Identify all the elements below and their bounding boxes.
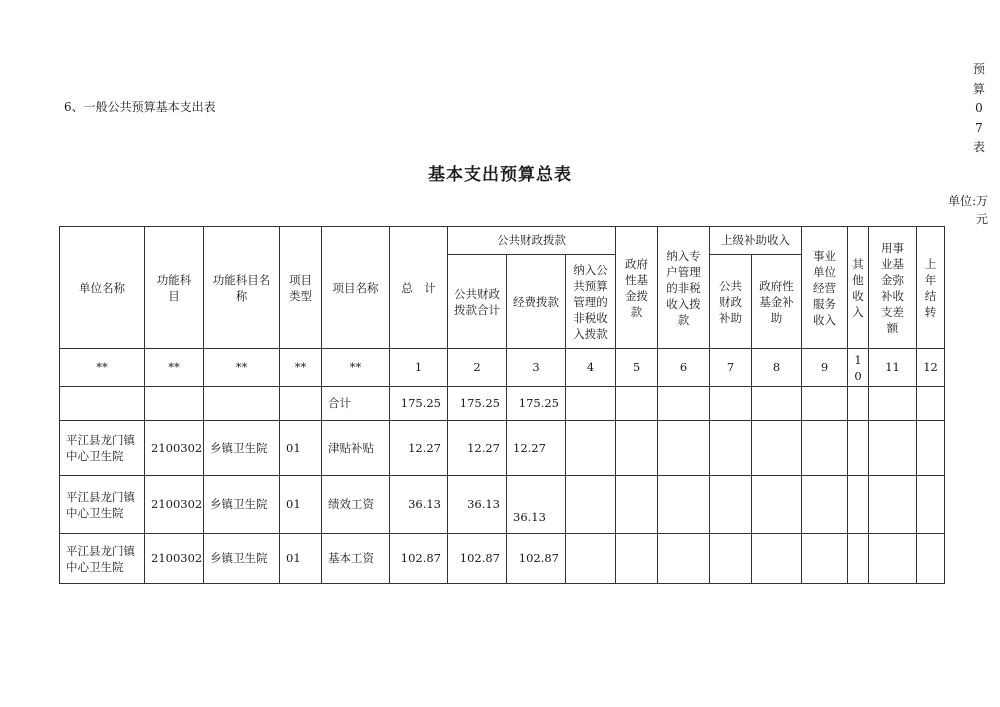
total-value: 175.25 — [390, 387, 448, 421]
form-code-char: 7 — [975, 120, 983, 135]
public-total-cell: 12.27 — [448, 421, 507, 476]
table-row — [60, 476, 945, 534]
header-func-name: 功能科目名 称 — [204, 227, 280, 349]
index-row — [60, 349, 945, 387]
header-business-income: 事业 单位 经营 服务 收入 — [802, 227, 848, 349]
header-public-fiscal-total: 公共财政 拨款合计 — [448, 255, 507, 349]
form-code-vertical — [968, 60, 990, 158]
index-cell: ** — [280, 349, 322, 387]
func-name-cell: 乡镇卫生院 — [204, 476, 280, 534]
header-fund-make-up: 用事 业基 金弥 补收 支差 额 — [869, 227, 917, 349]
total-public-total: 175.25 — [448, 387, 507, 421]
total-cell: 36.13 — [390, 476, 448, 534]
section-title: 6、一般公共预算基本支出表 — [64, 100, 216, 114]
func-name-cell: 乡镇卫生院 — [204, 534, 280, 584]
index-cell: 12 — [917, 349, 945, 387]
index-cell: 5 — [616, 349, 658, 387]
item-name-cell: 基本工资 — [322, 534, 390, 584]
index-cell: 7 — [710, 349, 752, 387]
header-unit-name: 单位名称 — [60, 227, 145, 349]
header-gov-fund: 政府 性基 金拨 款 — [616, 227, 658, 349]
header-item-type: 项目 类型 — [280, 227, 322, 349]
unit-name-cell: 平江县龙门镇 中心卫生院 — [60, 476, 145, 534]
total-label: 合计 — [322, 387, 390, 421]
public-total-cell: 36.13 — [448, 476, 507, 534]
index-cell: 11 — [869, 349, 917, 387]
header-item-name: 项目名称 — [322, 227, 390, 349]
item-type-cell: 01 — [280, 476, 322, 534]
index-cell: 8 — [752, 349, 802, 387]
unit-name-cell: 平江县龙门镇 中心卫生院 — [60, 421, 145, 476]
header-last-year-carry: 上 年 结 转 — [917, 227, 945, 349]
funding-cell: 36.13 — [507, 476, 566, 534]
header-public-fiscal-subsidy: 公共 财政 补助 — [710, 255, 752, 349]
table-row — [60, 534, 945, 584]
header-funding: 经费拨款 — [507, 255, 566, 349]
header-other-income: 其 他 收 入 — [848, 227, 869, 349]
form-code-char: 表 — [972, 140, 985, 154]
index-cell: 3 — [507, 349, 566, 387]
total-row — [60, 387, 945, 421]
funding-cell: 102.87 — [507, 534, 566, 584]
func-code-cell: 2100302 — [145, 476, 204, 534]
total-cell: 102.87 — [390, 534, 448, 584]
funding-cell: 12.27 — [507, 421, 566, 476]
form-code-char: 预 — [972, 62, 985, 76]
item-type-cell: 01 — [280, 534, 322, 584]
index-cell: ** — [204, 349, 280, 387]
index-cell: 2 — [448, 349, 507, 387]
unit-name-cell: 平江县龙门镇 中心卫生院 — [60, 534, 145, 584]
header-gov-fund-subsidy: 政府性 基金补 助 — [752, 255, 802, 349]
table-row — [60, 421, 945, 476]
form-code-char: 0 — [975, 101, 983, 115]
item-type-cell: 01 — [280, 421, 322, 476]
header-total: 总 计 — [390, 227, 448, 349]
header-non-tax: 纳入公 共预算 管理的 非税收 入拨款 — [566, 255, 616, 349]
header-superior-subsidy: 上级补助收入 — [710, 227, 802, 255]
index-cell: 1 — [390, 349, 448, 387]
public-total-cell: 102.87 — [448, 534, 507, 584]
total-funding: 175.25 — [507, 387, 566, 421]
index-cell: ** — [60, 349, 145, 387]
index-cell: ** — [145, 349, 204, 387]
unit-label-cont: 元 — [976, 212, 989, 226]
header-func-code: 功能科 目 — [145, 227, 204, 349]
budget-table — [59, 226, 945, 584]
form-code-char: 算 — [972, 81, 985, 96]
total-cell: 12.27 — [390, 421, 448, 476]
index-cell: 1 0 — [848, 349, 869, 387]
index-cell: 6 — [658, 349, 710, 387]
index-cell: 9 — [802, 349, 848, 387]
index-cell: ** — [322, 349, 390, 387]
unit-label: 单位:万 — [948, 194, 989, 208]
func-code-cell: 2100302 — [145, 534, 204, 584]
index-cell: 4 — [566, 349, 616, 387]
item-name-cell: 绩效工资 — [322, 476, 390, 534]
header-special-non-tax: 纳入专 户管理 的非税 收入拨 款 — [658, 227, 710, 349]
item-name-cell: 津贴补贴 — [322, 421, 390, 476]
header-public-fiscal: 公共财政拨款 — [448, 227, 616, 255]
table-title: 基本支出预算总表 — [428, 165, 572, 185]
func-code-cell: 2100302 — [145, 421, 204, 476]
func-name-cell: 乡镇卫生院 — [204, 421, 280, 476]
